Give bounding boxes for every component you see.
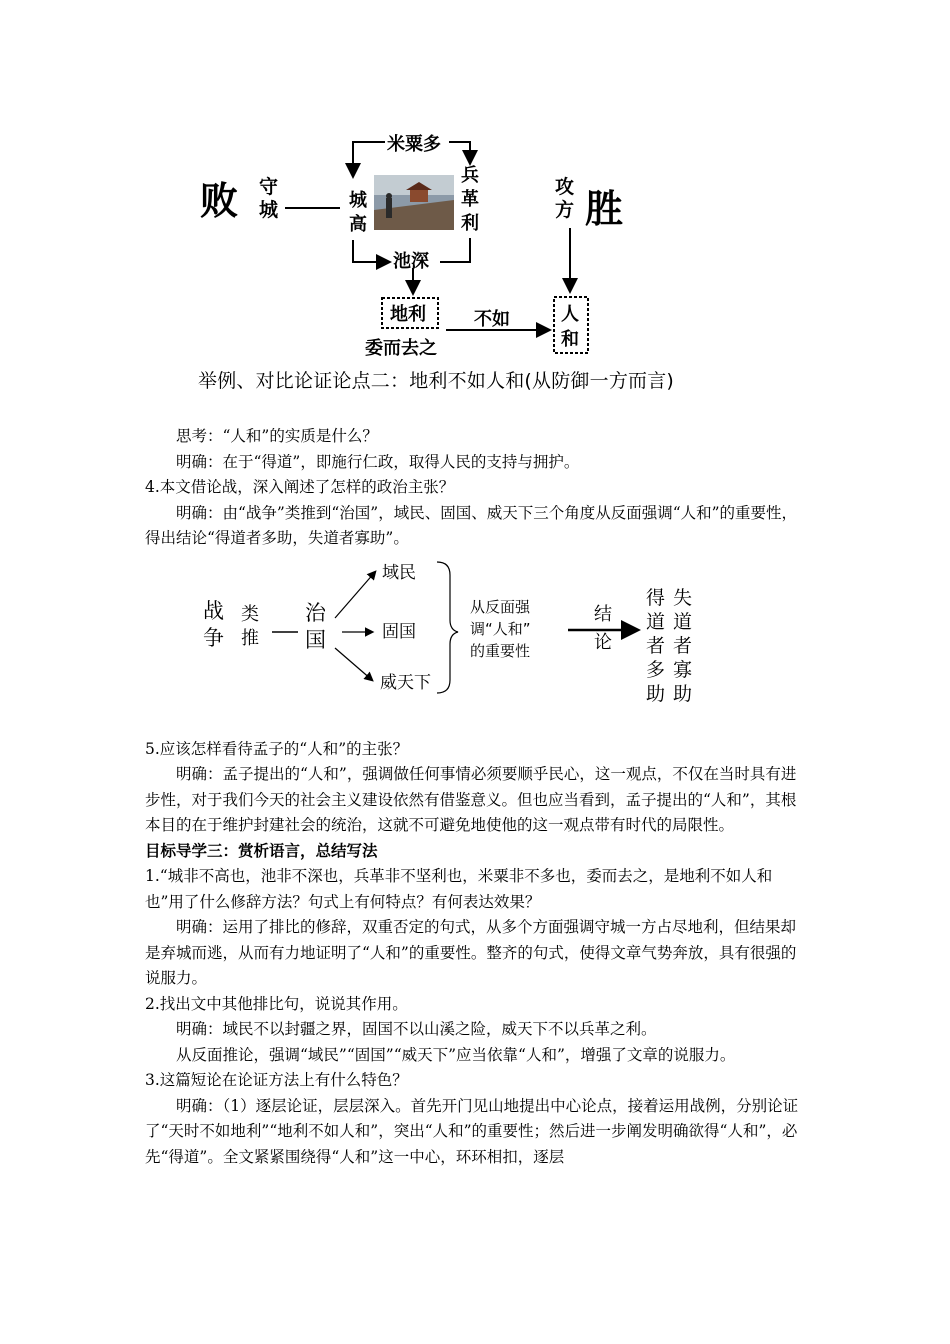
defender-char-1: 守: [259, 176, 279, 198]
lose-char: 败: [200, 179, 239, 223]
attacker-char-2: 方: [555, 199, 575, 221]
question-s3-1: 1.“城非不高也，池非不深也，兵革非不坚利也，米粟非不多也，委而去之，是地利不如人和也”用了什么修辞方法？句式上有何特点？有何表达效果？: [145, 867, 773, 911]
col2-char-3: 者: [673, 635, 693, 657]
box-renhe-label-2: 和: [561, 329, 579, 350]
col1-char-3: 者: [646, 635, 666, 657]
left-label-1: 城: [349, 190, 367, 211]
col1-char-4: 多: [646, 659, 666, 681]
right-label-3: 利: [461, 213, 479, 234]
col2-char-4: 寡: [673, 659, 693, 681]
paragraph-answer-1: 明确：在于“得道”，即施行仁政，取得人民的支持与拥护。: [176, 452, 580, 471]
paragraph-think: 思考：“人和”的实质是什么？: [176, 427, 378, 445]
left-label-2: 高: [349, 214, 367, 235]
conclusion-char-2: 论: [594, 632, 612, 653]
top-label: 米粟多: [387, 134, 441, 155]
win-char: 胜: [585, 187, 624, 231]
question-s3-3: 3.这篇短论在论证方法上有什么特色？: [145, 1071, 408, 1089]
defender-char-2: 城: [259, 199, 279, 221]
buru-label: 不如: [474, 309, 510, 330]
paragraph-answer-s3-1: 明确：运用了排比的修辞，双重否定的句式，从多个方面强调守城一方占尽地利，但结果却是弃城而逃，从而有力地证明了“人和”的重要性。整齐的句式，使得文章气势奔放，具有很强的说服力。: [145, 918, 797, 987]
branch-guguo: 固国: [382, 622, 416, 642]
diagram2-spacer: [145, 552, 807, 737]
paragraph-answer-s3-2b: 从反面推论，强调“域民”“固国”“威天下”应当依靠“人和”，增强了文章的说服力。: [176, 1045, 736, 1064]
col2-char-5: 助: [673, 683, 693, 705]
paragraph-answer-4: 明确：由“战争”类推到“治国”，域民、固国、威天下三个角度从反面强调“人和”的重要性，得出结论“得道者多助，失道者寡助”。: [145, 503, 798, 547]
emphasis-line-3: 的重要性: [470, 642, 531, 660]
question-s3-2: 2.找出文中其他排比句，说说其作用。: [145, 994, 408, 1013]
govern-char-2: 国: [305, 628, 326, 652]
col1-char-2: 道: [646, 611, 666, 633]
diagram1-caption: 举例、对比论证论点二：地利不如人和(从防御一方而言): [198, 370, 675, 392]
attacker-char-1: 攻: [555, 176, 575, 198]
question-5: 5.应该怎样看待孟子的“人和”的主张？: [145, 739, 409, 758]
bottom-label: 池深: [393, 251, 429, 272]
document-body: [145, 424, 807, 1170]
col2-char-1: 失: [673, 587, 693, 609]
under-label: 委而去之: [365, 338, 437, 359]
paragraph-answer-s3-3: 明确：（1）逐层论证，层层深入。首先开门见山地提出中心论点，接着运用战例，分别论证了“天时不如地利”“地利不如人和”，突出“人和”的重要性；然后进一步阐发明确欲得“人和”，必先“得道”。全文紧紧围绕得“人和”这一中心，环环相扣，逐层: [145, 1096, 799, 1166]
right-label-2: 革: [461, 189, 479, 210]
col2-char-2: 道: [673, 611, 693, 633]
box-dili-label: 地利: [390, 304, 426, 325]
emphasis-line-2: 调“人和”: [470, 620, 531, 638]
col1-char-1: 得: [646, 587, 666, 609]
section-heading: 目标导学三：赏析语言，总结写法: [145, 841, 378, 860]
box-renhe-label-1: 人: [561, 304, 579, 325]
emphasis-line-1: 从反面强: [470, 598, 531, 616]
analogy-char-2: 推: [241, 628, 259, 649]
right-label-1: 兵: [461, 165, 479, 186]
war-char-1: 战: [203, 599, 224, 623]
col1-char-5: 助: [646, 683, 666, 705]
analogy-char-1: 类: [241, 604, 259, 625]
war-char-2: 争: [203, 626, 224, 650]
branch-yumin: 域民: [382, 563, 416, 583]
paragraph-answer-s3-2: 明确：域民不以封疆之界，固国不以山溪之险，威天下不以兵革之利。: [176, 1020, 657, 1038]
govern-char-1: 治: [305, 601, 326, 625]
question-4: 4.本文借论战，深入阐述了怎样的政治主张？: [145, 478, 455, 496]
paragraph-answer-5: 明确：孟子提出的“人和”，强调做任何事情必须要顺乎民心，这一观点，不仅在当时具有进步性，对于我们今天的社会主义建设依然有借鉴意义。但也应当看到，孟子提出的“人和”，其根本目的在于维护封建社会的统治，这就不可避免地使他的这一观点带有时代的局限性。: [145, 765, 797, 834]
branch-weitianxia: 威天下: [380, 673, 431, 693]
conclusion-char-1: 结: [594, 604, 612, 625]
